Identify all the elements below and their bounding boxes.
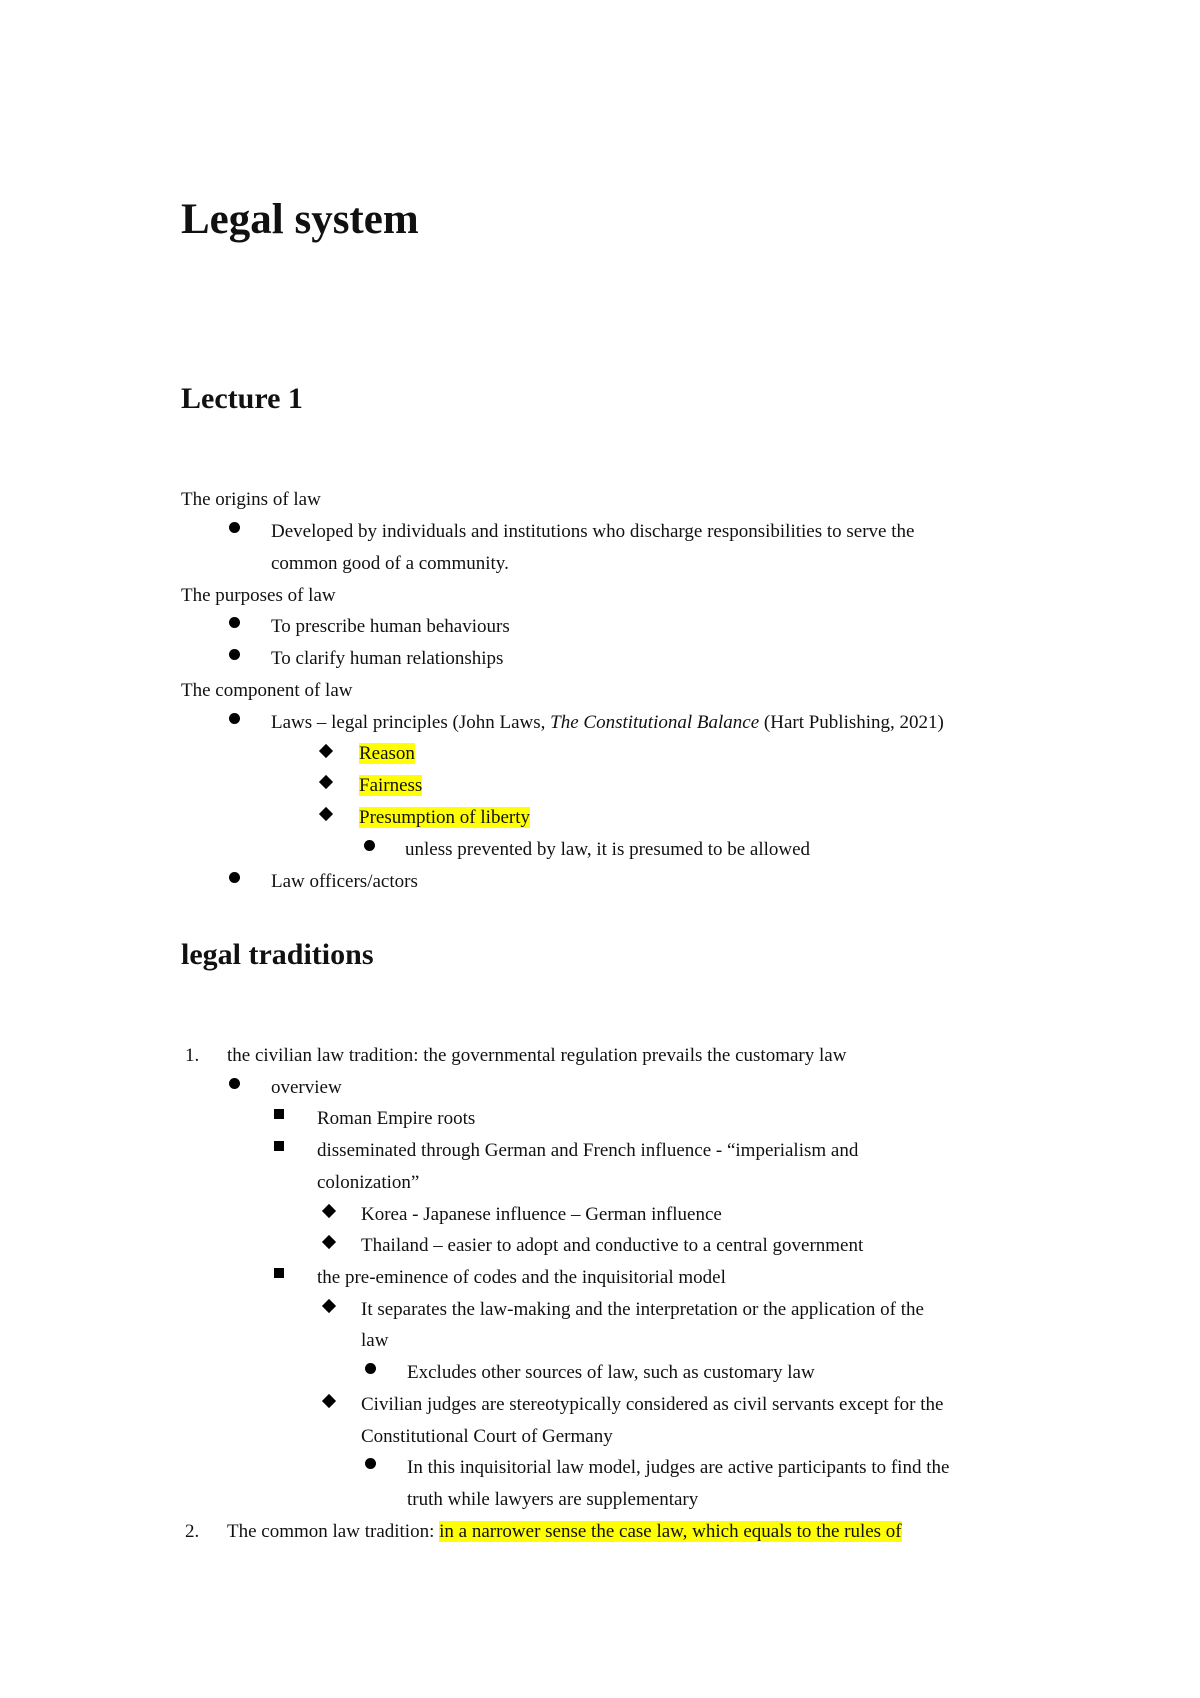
tradition-2-text: [227, 1522, 902, 1541]
tradition-1-number: 1.: [185, 1045, 200, 1066]
diamond-bullet-icon: [319, 775, 333, 789]
origins-item-line1: Developed by individuals and institutions who discharge responsibilities to serve the: [271, 521, 915, 542]
square-bullet-icon: [274, 1109, 284, 1119]
highlight-reason: Reason: [359, 743, 415, 764]
disseminated-line2: colonization”: [317, 1172, 420, 1193]
excludes: Excludes other sources of law, such as customary law: [407, 1362, 815, 1383]
diamond-bullet-icon: [319, 807, 333, 821]
bullet-icon: [365, 1458, 376, 1469]
diamond-bullet-icon: [322, 1299, 336, 1313]
bullet-icon: [229, 522, 240, 533]
tradition-1-text: the civilian law tradition: the governmental regulation prevails the customary law: [227, 1045, 847, 1066]
separates-line2: law: [361, 1330, 389, 1351]
component-item-2: Law officers/actors: [271, 871, 418, 892]
bullet-icon: [229, 872, 240, 883]
highlight-liberty: Presumption of liberty: [359, 807, 530, 828]
component-item-1-pre: Laws – legal principles (John Laws,: [271, 712, 551, 733]
diamond-bullet-icon: [322, 1235, 336, 1249]
tradition-2-lead: The common law tradition:: [227, 1521, 440, 1542]
component-item-1-post: (Hart Publishing, 2021): [759, 712, 944, 733]
principle-reason: [359, 744, 415, 763]
purposes-item-2: To clarify human relationships: [271, 648, 504, 669]
overview: overview: [271, 1077, 342, 1098]
traditions-heading: legal traditions: [181, 938, 374, 971]
purposes-item-1: To prescribe human behaviours: [271, 616, 510, 637]
origins-label: The origins of law: [181, 489, 321, 510]
component-label: The component of law: [181, 680, 353, 701]
bullet-icon: [229, 713, 240, 724]
pre-eminence: the pre-eminence of codes and the inquisitorial model: [317, 1267, 726, 1288]
thailand: Thailand – easier to adopt and conductive to a central government: [361, 1235, 864, 1256]
document-title: Legal system: [181, 196, 419, 243]
lecture-heading: Lecture 1: [181, 382, 303, 415]
civilian-line1: Civilian judges are stereotypically considered as civil servants except for the: [361, 1394, 944, 1415]
square-bullet-icon: [274, 1141, 284, 1151]
inquisitorial-line1: In this inquisitorial law model, judges are active participants to find the: [407, 1457, 950, 1478]
diamond-bullet-icon: [322, 1394, 336, 1408]
bullet-icon: [229, 617, 240, 628]
book-title: The Constitutional Balance: [550, 712, 760, 733]
korea: Korea - Japanese influence – German influence: [361, 1204, 722, 1225]
disseminated-line1: disseminated through German and French influence - “imperialism and: [317, 1140, 859, 1161]
highlight-fairness: Fairness: [359, 775, 423, 796]
principle-liberty: [359, 808, 530, 827]
inquisitorial-line2: truth while lawyers are supplementary: [407, 1489, 699, 1510]
separates-line1: It separates the law-making and the interpretation or the application of the: [361, 1299, 924, 1320]
bullet-icon: [365, 1363, 376, 1374]
tradition-2-highlight: in a narrower sense the case law, which equals to the rules of: [439, 1521, 902, 1542]
liberty-detail: unless prevented by law, it is presumed to be allowed: [405, 839, 811, 860]
bullet-icon: [229, 649, 240, 660]
roman-roots: Roman Empire roots: [317, 1108, 476, 1129]
tradition-2-number: 2.: [185, 1521, 200, 1542]
purposes-label: The purposes of law: [181, 585, 336, 606]
diamond-bullet-icon: [322, 1204, 336, 1218]
civilian-line2: Constitutional Court of Germany: [361, 1426, 613, 1447]
origins-item-line2: common good of a community.: [271, 553, 509, 574]
component-item-1: [271, 713, 944, 732]
diamond-bullet-icon: [319, 744, 333, 758]
bullet-icon: [364, 840, 375, 851]
bullet-icon: [229, 1078, 240, 1089]
principle-fairness: [359, 776, 422, 795]
square-bullet-icon: [274, 1268, 284, 1278]
